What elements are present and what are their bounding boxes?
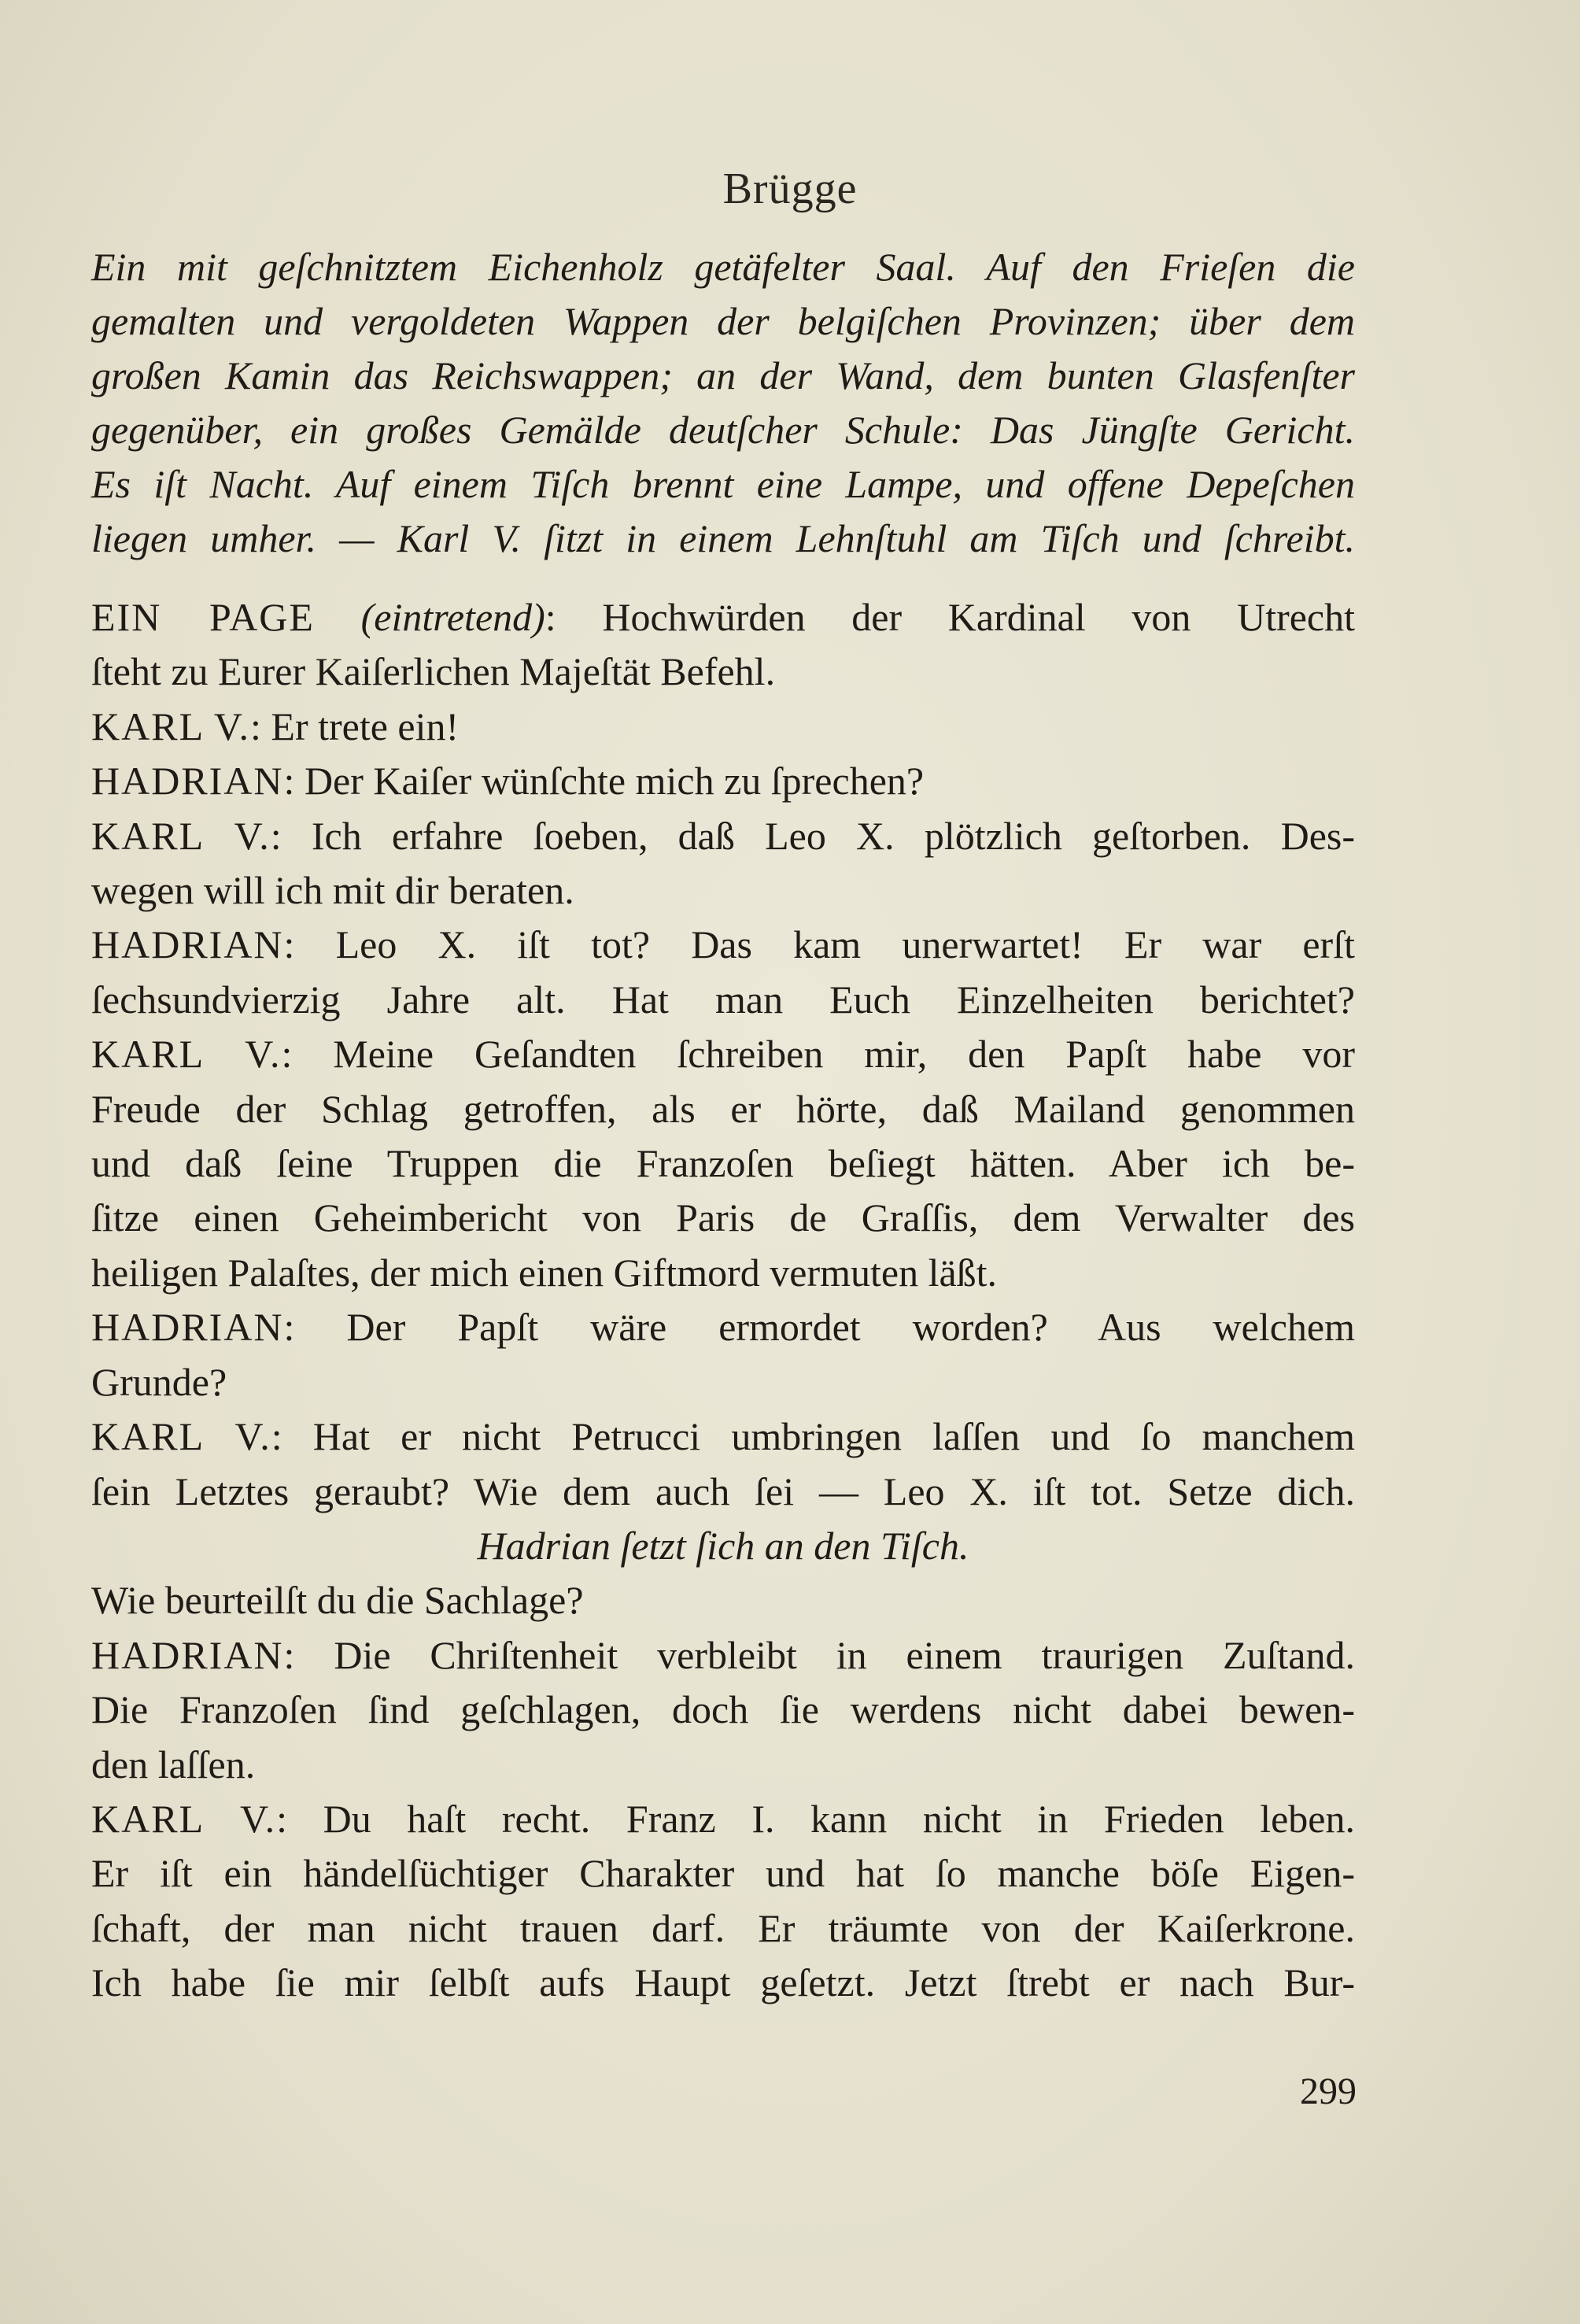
dialogue-line	[91, 973, 1355, 1027]
dialogue-text: : Ich erfahre ſoeben, daß Leo X. plötzlich geſtorben. Des-	[270, 813, 1355, 858]
speaker-name: HADRIAN	[91, 759, 284, 804]
stage-direction-line: gemalten und vergoldeten Wappen der belgiſchen Provinzen; über dem	[91, 299, 1355, 343]
speaker-name: EIN PAGE	[91, 595, 315, 639]
stage-direction-line: liegen umher. — Karl V. ſitzt in einem Lehnſtuhl am Tiſch und ſchreibt.	[91, 516, 1355, 560]
stage-direction-block	[91, 240, 1355, 566]
dialogue-line	[91, 1355, 1355, 1410]
dialogue-text: wegen will ich mit dir beraten.	[91, 868, 574, 913]
page-number: 299	[1300, 2071, 1357, 2112]
stage-direction-line: Ein mit geſchnitztem Eichenholz getäfelter Saal. Auf den Frieſen die	[91, 245, 1355, 289]
dialogue-text: ſechsundvierzig Jahre alt. Hat man Euch Einzelheiten berichtet?	[91, 977, 1355, 1022]
dialogue-text: : Der Papſt wäre ermordet worden? Aus welchem	[283, 1305, 1355, 1350]
dialogue-line	[91, 1465, 1355, 1519]
dialogue-line	[91, 863, 1355, 918]
dialogue-text: ſitze einen Geheimbericht von Paris de Graſſis, dem Verwalter des	[91, 1195, 1355, 1240]
stage-direction-line: großen Kamin das Reichswappen; an der Wand, dem bunten Glasfenſter	[91, 353, 1355, 397]
dialogue-line	[91, 590, 1355, 645]
dialogue-text: ſein Letztes geraubt? Wie dem auch ſei — Leo X. iſt tot. Setze dich.	[91, 1469, 1355, 1513]
speaker-name: HADRIAN	[91, 1305, 284, 1350]
dialogue-line	[91, 809, 1355, 863]
running-header: Brügge	[722, 164, 858, 213]
dialogue-text: den laſſen.	[91, 1742, 256, 1786]
speaker-name: KARL V.	[91, 1796, 277, 1841]
speaker-direction: (eintretend)	[360, 595, 545, 639]
dialogue-text: heiligen Palaſtes, der mich einen Giftmord vermuten läßt.	[91, 1250, 998, 1295]
dialogue-line	[91, 1191, 1355, 1245]
stage-direction-line: Es iſt Nacht. Auf einem Tiſch brennt eine Lampe, und offene Depeſchen	[91, 462, 1355, 506]
dialogue-text: ſchaft, der man nicht trauen darf. Er träumte von der Kaiſerkrone.	[91, 1905, 1355, 1950]
dialogue-line	[91, 1683, 1355, 1737]
dialogue-text: Freude der Schlag getroffen, als er hörte, daß Mailand genommen	[91, 1086, 1355, 1131]
dialogue-line	[91, 1846, 1355, 1901]
dialogue-text: : Hat er nicht Petrucci umbringen laſſen und ſo manchem	[271, 1414, 1355, 1459]
dialogue-text: Wie beurteilſt du die Sachlage?	[91, 1578, 584, 1623]
dialogue-line	[91, 1738, 1355, 1792]
dialogue-line	[91, 645, 1355, 699]
dialogue-text: ſteht zu Eurer Kaiſerlichen Majeſtät Befehl.	[91, 649, 776, 694]
speaker-name: HADRIAN	[91, 1632, 284, 1677]
dialogue-text: Ich habe ſie mir ſelbſt aufs Haupt geſetzt. Jetzt ſtrebt er nach Bur-	[91, 1960, 1355, 2005]
dialogue-text: Die Franzoſen ſind geſchlagen, doch ſie werdens nicht dabei bewen-	[91, 1687, 1355, 1732]
dialogue-block	[91, 590, 1355, 2011]
dialogue-line	[91, 1082, 1355, 1136]
speaker-name: HADRIAN	[91, 922, 284, 967]
dialogue-text: : Leo X. iſt tot? Das kam unerwartet! Er war erſt	[283, 922, 1355, 967]
dialogue-text: Er iſt ein händelſüchtiger Charakter und hat ſo manche böſe Eigen-	[91, 1851, 1355, 1896]
dialogue-text: : Hochwürden der Kardinal von Utrecht	[545, 595, 1356, 639]
inline-stage-direction: Hadrian ſetzt ſich an den Tiſch.	[477, 1523, 969, 1568]
speaker-name: KARL V.	[91, 1414, 271, 1459]
dialogue-text: : Meine Geſandten ſchreiben mir, den Papſt habe vor	[281, 1032, 1355, 1077]
dialogue-line	[91, 700, 1355, 754]
dialogue-line	[91, 1956, 1355, 2010]
speaker-name: KARL V.	[91, 704, 251, 748]
dialogue-line	[91, 1573, 1355, 1628]
dialogue-line	[91, 1628, 1355, 1683]
dialogue-line	[91, 918, 1355, 972]
dialogue-text: : Er trete ein!	[250, 704, 460, 748]
speaker-name: KARL V.	[91, 1032, 282, 1077]
dialogue-line	[91, 1410, 1355, 1464]
dialogue-line	[91, 1792, 1355, 1846]
dialogue-text: Grunde?	[91, 1359, 227, 1404]
dialogue-text: und daß ſeine Truppen die Franzoſen beſiegt hätten. Aber ich be-	[91, 1141, 1355, 1186]
dialogue-text: : Die Chriſtenheit verbleibt in einem traurigen Zuſtand.	[283, 1632, 1355, 1677]
dialogue-line	[91, 1901, 1355, 1956]
dialogue-line	[91, 1300, 1355, 1354]
dialogue-line	[91, 1136, 1355, 1191]
dialogue-text: : Der Kaiſer wünſchte mich zu ſprechen?	[283, 759, 925, 804]
dialogue-line	[91, 1246, 1355, 1300]
dialogue-text: : Du haſt recht. Franz I. kann nicht in Frieden leben.	[276, 1796, 1355, 1841]
speaker-name: KARL V.	[91, 813, 271, 858]
dialogue-line	[91, 1027, 1355, 1081]
stage-direction-line: gegenüber, ein großes Gemälde deutſcher Schule: Das Jüngſte Gericht.	[91, 408, 1355, 452]
dialogue-line	[91, 754, 1355, 808]
